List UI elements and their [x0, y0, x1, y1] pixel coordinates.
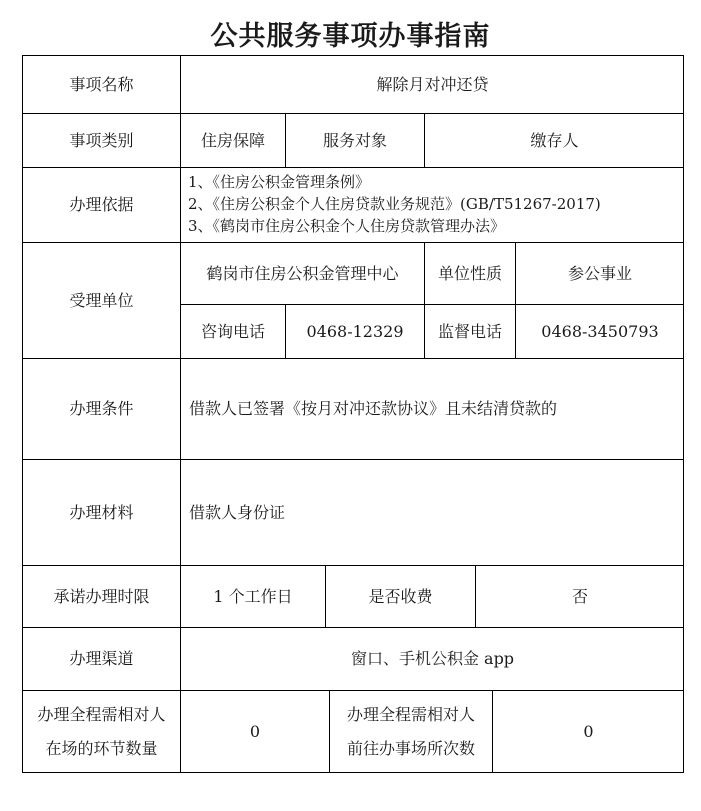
fee-value: 否 — [571, 586, 588, 606]
time-limit-value: 1 个工作日 — [213, 586, 293, 606]
visits-value: 0 — [583, 722, 594, 742]
conditions-label: 办理条件 — [69, 399, 134, 419]
basis-item: 3、《鹤岗市住房公积金个人住房贷款管理办法》 — [188, 217, 506, 235]
unit-label: 受理单位 — [69, 290, 134, 310]
service-target-label: 服务对象 — [322, 130, 387, 150]
category-value: 住房保障 — [200, 130, 265, 150]
visits-label — [330, 691, 492, 773]
unit-nature-label: 单位性质 — [437, 263, 502, 283]
conditions-value: 借款人已签署《按月对冲还款协议》且未结清贷款的 — [189, 399, 558, 419]
basis-label: 办理依据 — [69, 195, 134, 215]
basis-item: 2、《住房公积金个人住房贷款业务规范》(GB/T51267-2017) — [188, 195, 601, 213]
materials-label: 办理材料 — [69, 502, 134, 522]
supervise-phone-value: 0468-3450793 — [541, 321, 659, 341]
basis-list — [188, 171, 601, 237]
unit-name: 鹤岗市住房公积金管理中心 — [206, 263, 399, 283]
consult-phone-label: 咨询电话 — [200, 321, 265, 341]
visits-label-line2: 前往办事场所次数 — [346, 739, 475, 758]
presence-value: 0 — [249, 722, 261, 742]
unit-nature-value: 参公事业 — [567, 263, 632, 283]
consult-phone-value: 0468-12329 — [306, 321, 404, 341]
basis-item: 1、《住房公积金管理条例》 — [188, 173, 371, 191]
presence-label-line2: 在场的环节数量 — [45, 739, 158, 758]
channel-value: 窗口、手机公积金 app — [350, 649, 515, 669]
page-title: 公共服务事项办事指南 — [210, 21, 491, 52]
category-label: 事项类别 — [69, 130, 134, 150]
item-name-label: 事项名称 — [69, 74, 134, 94]
service-target-value: 缴存人 — [530, 130, 579, 150]
item-name-value: 解除月对冲还贷 — [376, 74, 489, 94]
time-limit-label: 承诺办理时限 — [53, 586, 150, 606]
supervise-phone-label: 监督电话 — [437, 321, 502, 341]
materials-value: 借款人身份证 — [189, 502, 286, 522]
fee-label: 是否收费 — [368, 586, 433, 606]
presence-label — [23, 691, 180, 773]
presence-label-line1: 办理全程需相对人 — [37, 705, 166, 725]
visits-label-line1: 办理全程需相对人 — [346, 705, 475, 725]
channel-label: 办理渠道 — [69, 649, 134, 669]
